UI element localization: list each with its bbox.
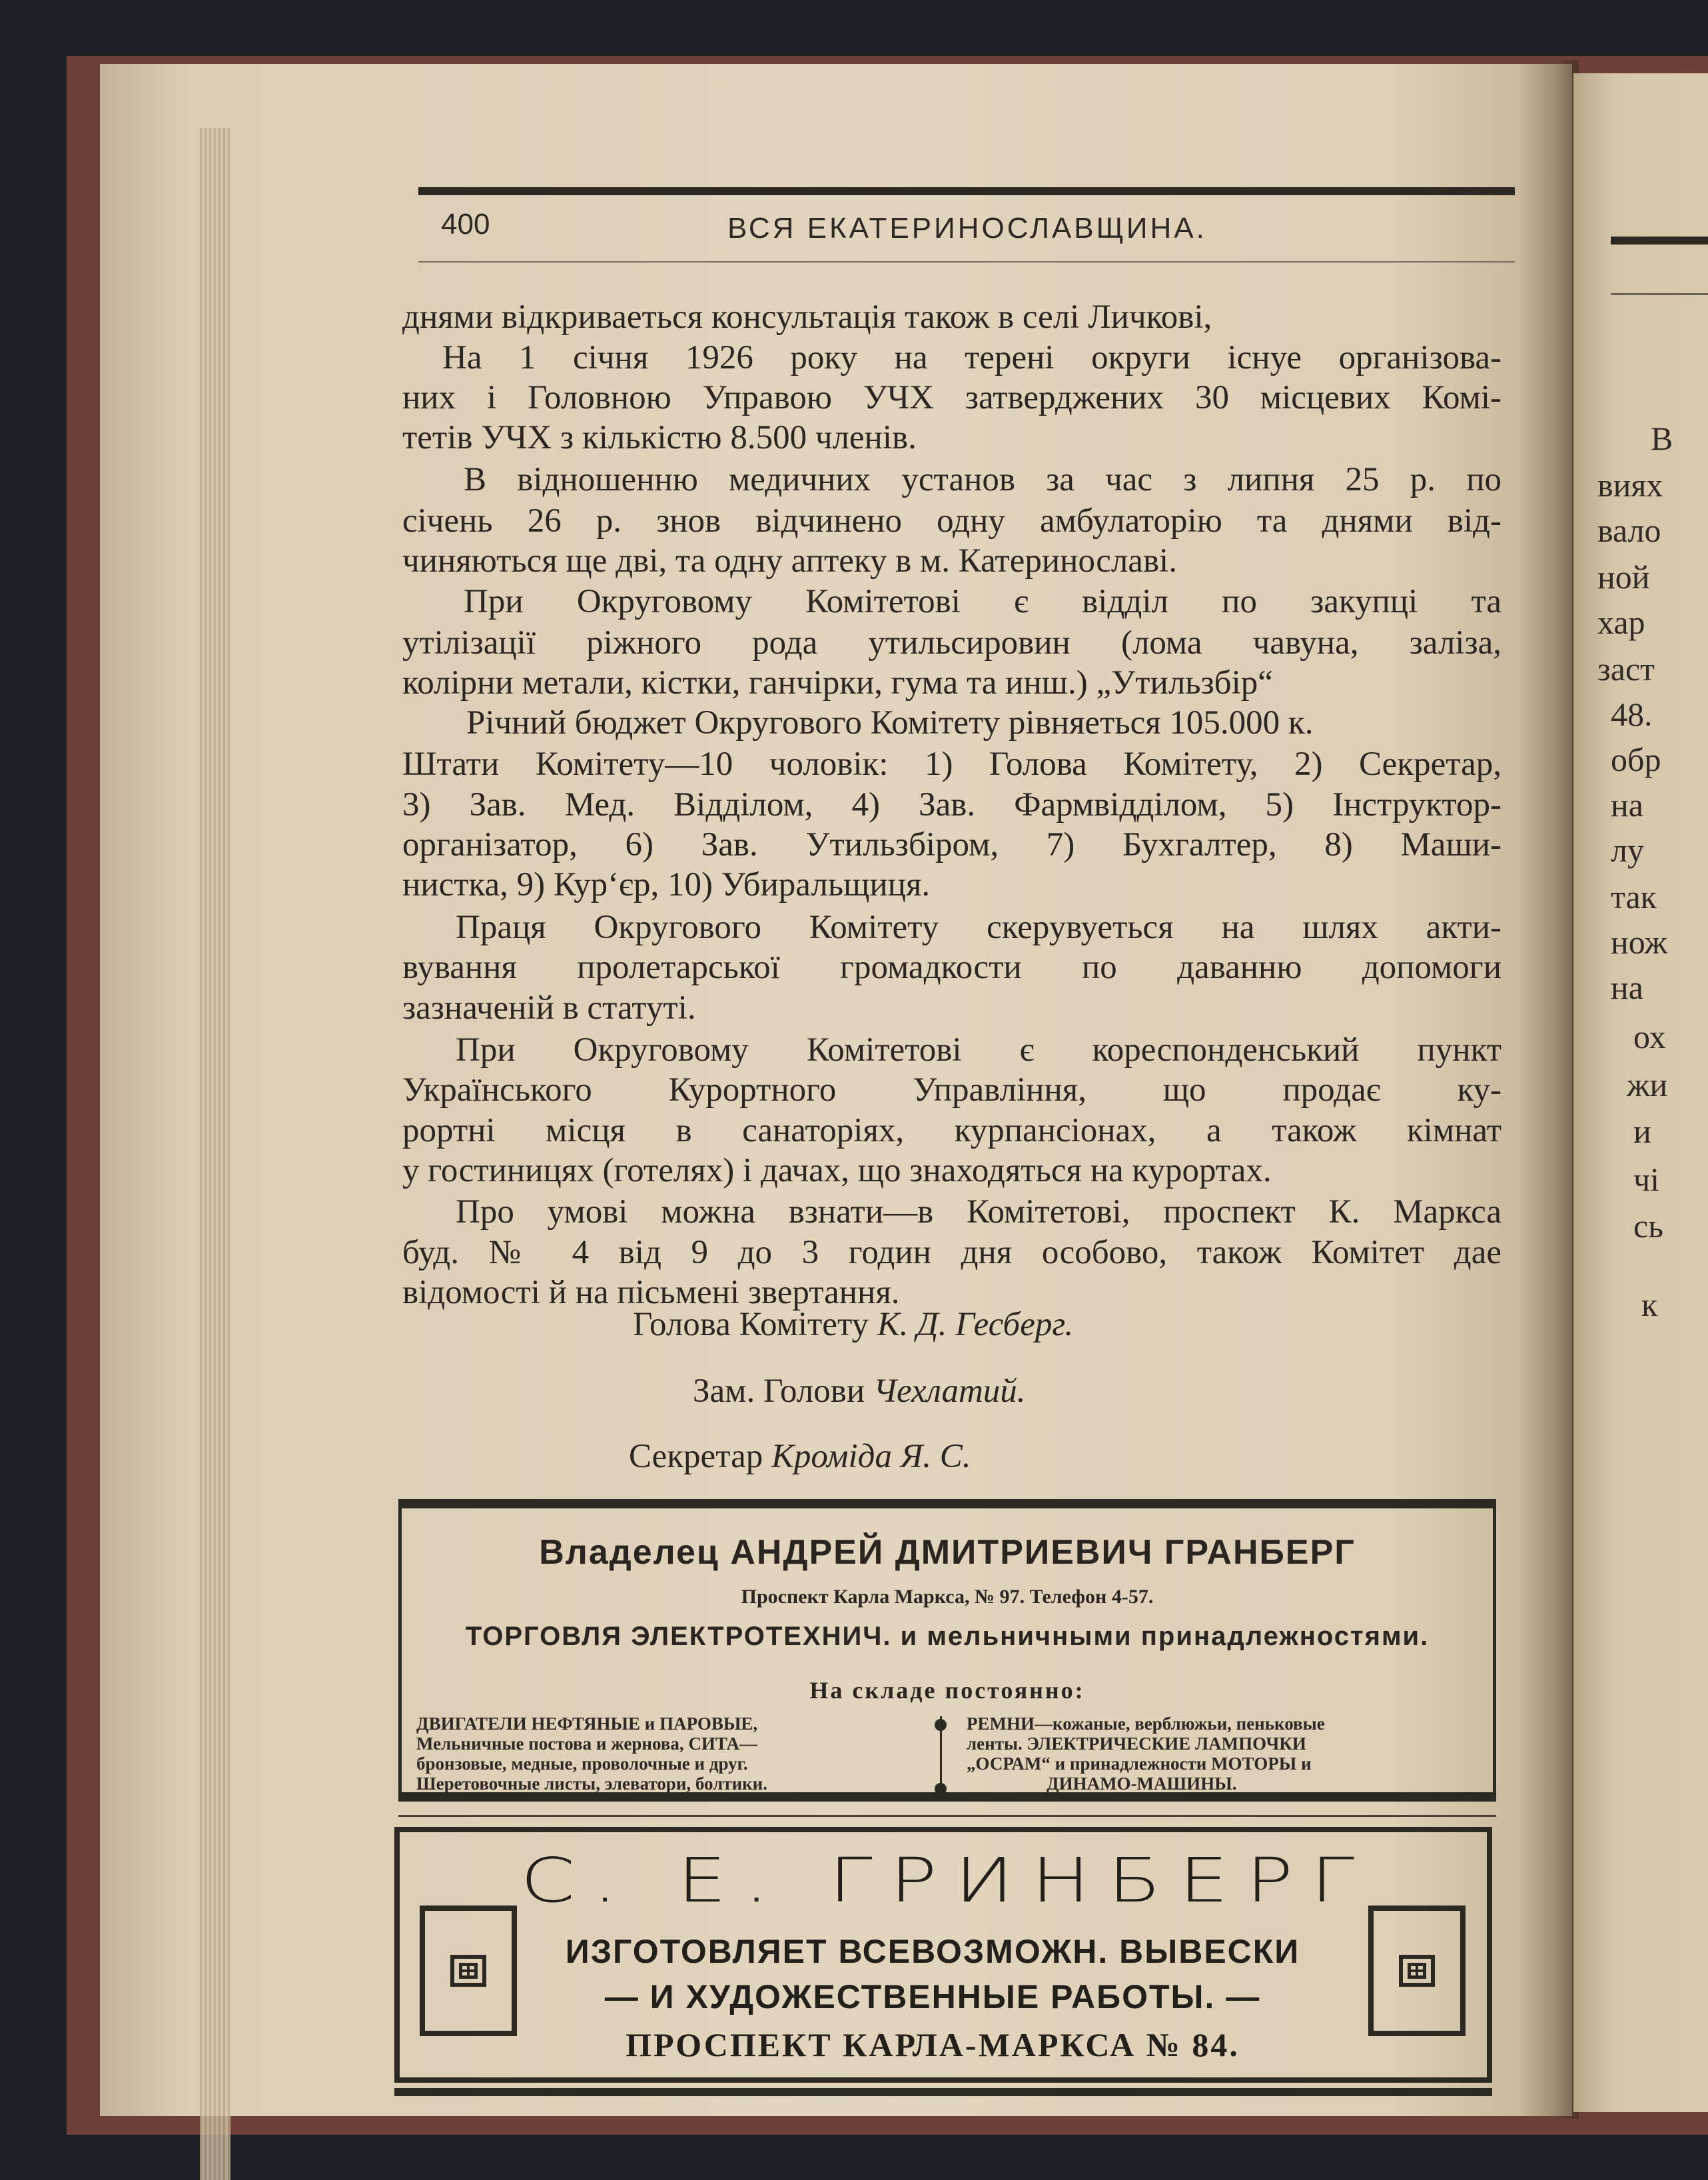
ad-left-line: бронзовые, медные, проволочные и друг. bbox=[416, 1754, 748, 1774]
ad2-bottom-rule bbox=[394, 2088, 1492, 2096]
body-line: січень 26 р. знов відчинено одну амбулаторію та днями від- bbox=[402, 502, 1501, 540]
signature-deputy bbox=[693, 1371, 1026, 1411]
right-page-fragment: ох bbox=[1633, 1018, 1666, 1055]
ad2-line-1: ИЗГОТОВЛЯЕТ ВСЕВОЗМОЖН. ВЫВЕСКИ bbox=[565, 1933, 1300, 1970]
body-line: утілізації ріжного рода утильсировин (лома чавуна, заліза, bbox=[402, 624, 1501, 662]
body-line: 3) Зав. Мед. Відділом, 4) Зав. Фармвідділом, 5) Інструктор- bbox=[402, 786, 1501, 823]
signature-secretary bbox=[629, 1436, 971, 1476]
body-line: В відношенню медичних установ за час з липня 25 р. по bbox=[464, 461, 1501, 498]
signature-name: К. Д. Гесберг. bbox=[877, 1306, 1074, 1343]
right-page-fragment: обр bbox=[1611, 741, 1661, 778]
ad-stock-heading: На складе постоянно: bbox=[809, 1677, 1085, 1704]
right-page bbox=[1573, 73, 1708, 2112]
body-line: рортні місця в санаторіях, курпансіонах, а також кімнат bbox=[402, 1112, 1501, 1149]
body-line: На 1 січня 1926 року на терені округи існуе організова- bbox=[442, 339, 1501, 376]
signature-role: Голова Комітету bbox=[633, 1306, 869, 1343]
body-line: відомості й на пісьмені звертання. bbox=[402, 1274, 900, 1311]
ad-left-line: Шеретовочные листы, элеватори, болтики. bbox=[416, 1774, 767, 1794]
right-page-fragment: чі bbox=[1633, 1161, 1660, 1198]
ad2-line-3: ПРОСПЕКТ КАРЛА-МАРКСА № 84. bbox=[626, 2026, 1240, 2063]
right-page-fragment: сь bbox=[1633, 1207, 1663, 1245]
body-line: Про умові можна взнати—в Комітетові, проспект К. Маркса bbox=[456, 1193, 1501, 1231]
advertisement-granberg bbox=[398, 1499, 1496, 1802]
right-page-fragment: вало bbox=[1597, 512, 1661, 549]
running-title: ВСЯ ЕКАТЕРИНОСЛАВЩИНА. bbox=[727, 212, 1207, 245]
right-page-fragment: хар bbox=[1597, 604, 1645, 641]
header-thin-rule bbox=[418, 261, 1515, 263]
body-line: зазначеній в статуті. bbox=[402, 989, 696, 1027]
ornament-square-icon bbox=[1399, 1955, 1435, 1987]
body-line: чиняються ще дві, та одну аптеку в м. Катеринославі. bbox=[402, 542, 1177, 580]
right-page-fragment: нож bbox=[1611, 923, 1668, 961]
ad-owner: Владелец АНДРЕЙ ДМИТРИЕВИЧ ГРАНБЕРГ bbox=[539, 1533, 1356, 1572]
signature-name: Кроміда Я. С. bbox=[771, 1438, 971, 1475]
body-line: При Округовому Комітетові є кореспонденський пункт bbox=[456, 1031, 1501, 1069]
right-page-fragment: к bbox=[1641, 1286, 1658, 1323]
right-page-fragment: жи bbox=[1627, 1066, 1668, 1103]
ad2-company-name: С. Е. ГРИНБЕРГ bbox=[520, 1844, 1372, 1916]
ad-right-line: „ОСРАМ“ и принадлежности МОТОРЫ и bbox=[967, 1754, 1312, 1774]
body-line: нистка, 9) Кур‘єр, 10) Убиральщиця. bbox=[402, 866, 931, 903]
ad2-line-2: — И ХУДОЖЕСТВЕННЫЕ РАБОТЫ. — bbox=[604, 1978, 1261, 2015]
right-page-fragment: ной bbox=[1597, 558, 1650, 596]
right-header-thin-rule bbox=[1611, 293, 1708, 295]
body-line: у гостиницях (готелях) і дачах, що знаходяться на курортах. bbox=[402, 1152, 1272, 1189]
signature-name: Чехлатий. bbox=[873, 1372, 1026, 1410]
ad-left-column bbox=[416, 1714, 767, 1794]
body-line: Праця Округового Комітету скерувуеться на шлях акти- bbox=[456, 909, 1501, 946]
body-line: тетів УЧХ з кількістю 8.500 членів. bbox=[402, 419, 917, 456]
right-page-fragment: заст bbox=[1597, 650, 1655, 688]
signature-role: Секретар bbox=[629, 1438, 763, 1475]
right-page-fragment: и bbox=[1633, 1113, 1651, 1150]
bullet-dot bbox=[935, 1783, 947, 1795]
body-line: Штати Комітету—10 чоловік: 1) Голова Комітету, 2) Секретар, bbox=[402, 746, 1501, 783]
right-page-fragment: так bbox=[1611, 878, 1657, 915]
ornament-square-icon bbox=[450, 1955, 486, 1987]
column-divider bbox=[940, 1716, 942, 1791]
body-line: організатор, 6) Зав. Утильзбіром, 7) Бухгалтер, 8) Маши- bbox=[402, 826, 1501, 863]
page-number: 400 bbox=[441, 208, 490, 241]
ad-right-line: ленты. ЭЛЕКТРИЧЕСКИЕ ЛАМПОЧКИ bbox=[967, 1734, 1306, 1754]
right-page-fragment: на bbox=[1611, 786, 1643, 823]
ad-left-line: ДВИГАТЕЛИ НЕФТЯНЫЕ и ПАРОВЫЕ, bbox=[416, 1714, 758, 1734]
body-line: днями відкриваеться консультація також в селі Личкові, bbox=[402, 298, 1212, 336]
body-line: них і Головною Управою УЧХ затверджених 30 місцевих Комі- bbox=[402, 379, 1501, 416]
ad-left-line: Мельничные постова и жернова, СИТА— bbox=[416, 1734, 758, 1754]
body-line: При Округовому Комітетові є відділ по закупці та bbox=[464, 583, 1501, 620]
ornament-frame-left bbox=[420, 1906, 517, 2036]
ad-trade: ТОРГОВЛЯ ЭЛЕКТРОТЕХНИЧ. и мельничными принадлежностями. bbox=[465, 1622, 1430, 1651]
ad-right-line: РЕМНИ—кожаные, верблюжьи, пеньковые bbox=[967, 1714, 1325, 1734]
body-line: Річний бюджет Округового Комітету рівняеться 105.000 к. bbox=[466, 704, 1314, 742]
body-line: буд. № 4 від 9 до 3 годин дня особово, також Комітет дае bbox=[402, 1234, 1501, 1271]
right-page-fragment: 48. bbox=[1611, 696, 1653, 733]
book-gutter bbox=[1519, 60, 1579, 2119]
ad-separator bbox=[398, 1815, 1496, 1817]
signature-chair bbox=[633, 1305, 1073, 1345]
header-rule bbox=[418, 187, 1515, 195]
ornament-frame-right bbox=[1368, 1906, 1466, 2036]
right-page-fragment: лу bbox=[1611, 831, 1644, 869]
right-page-fragment: В bbox=[1651, 420, 1673, 457]
body-line: колірни метали, кістки, ганчірки, гума та инш.) „Утильзбір“ bbox=[402, 664, 1273, 702]
body-line: вування пролетарської громадкости по даванню допомоги bbox=[402, 949, 1501, 986]
page-edge-stack bbox=[200, 128, 230, 2180]
advertisement-grinberg bbox=[394, 1827, 1492, 2083]
right-page-fragment: на bbox=[1611, 969, 1643, 1006]
body-line: Українського Курортного Управління, що продає ку- bbox=[402, 1071, 1501, 1109]
ad-right-column bbox=[967, 1714, 1325, 1794]
signature-role: Зам. Голови bbox=[693, 1372, 865, 1410]
ad-address: Проспект Карла Маркса, № 97. Телефон 4-57. bbox=[741, 1586, 1154, 1608]
right-header-rule bbox=[1611, 237, 1708, 245]
ad-right-line: ДИНАМО-МАШИНЫ. bbox=[1047, 1774, 1237, 1794]
right-page-fragment: виях bbox=[1597, 466, 1663, 504]
